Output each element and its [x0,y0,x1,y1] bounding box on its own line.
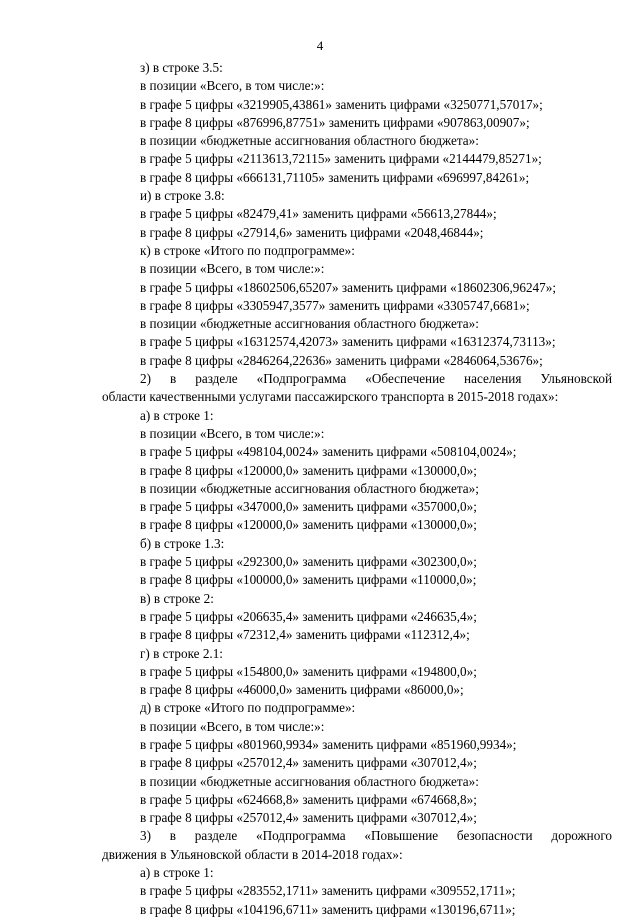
document-line: в графе 8 цифры «3305947,3577» заменить цифрами «3305747,6681»; [140,297,530,313]
document-line: в графе 8 цифры «666131,71105» заменить цифрами «696997,84261»; [140,169,530,185]
document-line: в графе 8 цифры «120000,0» заменить цифрами «130000,0»; [140,517,477,533]
document-line: в позиции «бюджетные ассигнования областного бюджета»; [140,480,479,496]
document-line: и) в строке 3.8: [140,188,225,204]
document-line: з) в строке 3.5: [140,60,223,75]
document-line: а) в строке 1: [140,407,214,423]
document-line: к) в строке «Итого по подпрограмме»: [140,242,355,258]
document-line: в графе 8 цифры «27914,6» заменить цифрами «2048,46844»; [140,224,484,240]
document-line: в графе 8 цифры «72312,4» заменить цифрами «112312,4»; [140,627,470,643]
document-line: области качественными услугами пассажирского транспорта в 2015-2018 годах»: [102,389,559,405]
page-number: 4 [316,38,324,53]
document-line: в графе 5 цифры «801960,9934» заменить цифрами «851960,9934»; [140,736,517,752]
document-line: в) в строке 2: [140,590,214,606]
document-line: 3) в разделе «Подпрограмма «Повышение безопасности дорожного [140,828,612,844]
document-body [102,59,612,919]
document-line: в графе 8 цифры «876996,87751» заменить цифрами «907863,00907»; [140,114,530,130]
document-line: движения в Ульяновской области в 2014-2018 годах»: [102,846,403,862]
document-line: в графе 8 цифры «100000,0» заменить цифрами «110000,0»; [140,572,477,588]
document-line: в графе 5 цифры «292300,0» заменить цифрами «302300,0»; [140,554,477,570]
document-line: в графе 8 цифры «120000,0» заменить цифрами «130000,0»; [140,462,477,478]
document-line: в позиции «Всего, в том числе:»: [140,78,325,94]
document-line: в графе 8 цифры «46000,0» заменить цифрами «86000,0»; [140,682,464,698]
document-line: в позиции «Всего, в том числе:»: [140,718,325,734]
document-line: в графе 5 цифры «347000,0» заменить цифрами «357000,0»; [140,499,477,515]
document-line: 2) в разделе «Подпрограмма «Обеспечение населения Ульяновской [140,371,612,387]
document-line: в графе 5 цифры «18602506,65207» заменить цифрами «18602306,96247»; [140,279,556,295]
document-line: г) в строке 2.1: [140,645,223,661]
document-line: в графе 8 цифры «257012,4» заменить цифрами «307012,4»; [140,755,477,771]
document-line: в позиции «Всего, в том числе:»: [140,261,325,277]
document-line: в графе 5 цифры «624668,8» заменить цифрами «674668,8»; [140,791,477,807]
document-line: в графе 8 цифры «104196,6711» заменить цифрами «130196,6711»; [140,901,516,917]
document-line: в графе 5 цифры «206635,4» заменить цифрами «246635,4»; [140,608,477,624]
document-line: д) в строке «Итого по подпрограмме»: [140,700,356,716]
document-line: в графе 5 цифры «3219905,43861» заменить цифрами «3250771,57017»; [140,96,543,112]
document-line: в графе 5 цифры «283552,1711» заменить цифрами «309552,1711»; [140,883,516,899]
document-line: б) в строке 1.3: [140,535,225,551]
document-line: в графе 5 цифры «154800,0» заменить цифрами «194800,0»; [140,663,477,679]
document-line: в графе 8 цифры «257012,4» заменить цифрами «307012,4»; [140,810,477,826]
document-line: в графе 5 цифры «498104,0024» заменить цифрами «508104,0024»; [140,444,517,460]
document-line: в позиции «бюджетные ассигнования областного бюджета»: [140,773,479,789]
document-line: в графе 5 цифры «82479,41» заменить цифрами «56613,27844»; [140,206,497,222]
document-line: в графе 8 цифры «2846264,22636» заменить цифрами «2846064,53676»; [140,352,543,368]
document-line: в позиции «бюджетные ассигнования областного бюджета»: [140,316,479,332]
document-line: в графе 5 цифры «2113613,72115» заменить цифрами «2144479,85271»; [140,151,542,167]
document-line: а) в строке 1: [140,865,214,881]
document-line: в позиции «Всего, в том числе:»: [140,425,325,441]
document-line: в позиции «бюджетные ассигнования областного бюджета»: [140,133,479,149]
document-line: в графе 5 цифры «16312574,42073» заменить цифрами «16312374,73113»; [140,334,556,350]
